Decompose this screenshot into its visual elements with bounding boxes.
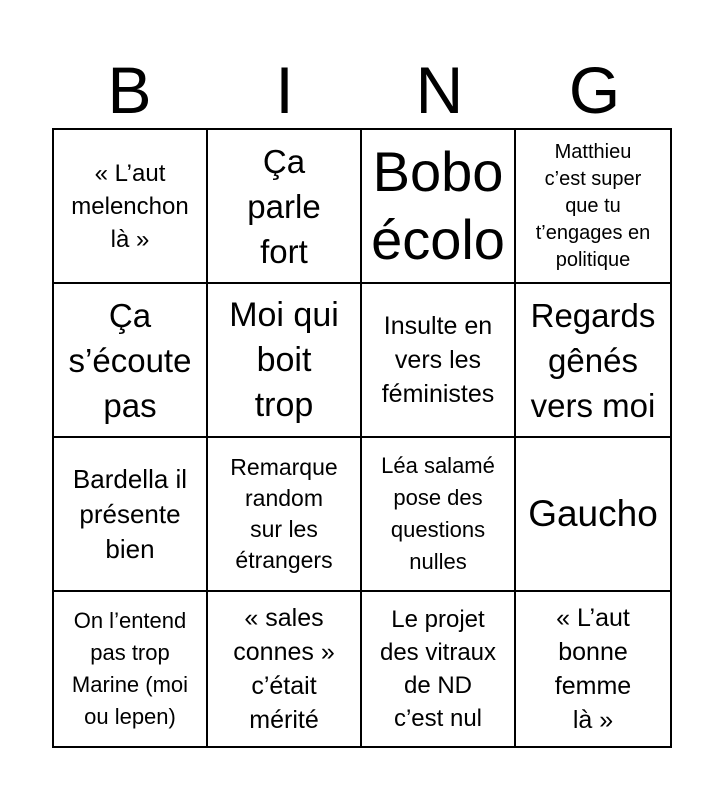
cell-text: Insulte en vers les féministes [381, 312, 495, 408]
cell-text: Moi qui boit trop [229, 295, 339, 424]
bingo-cell[interactable] [54, 592, 208, 746]
cell-text: Bobo écolo [371, 140, 505, 271]
bingo-cell[interactable] [208, 438, 362, 592]
bingo-cell[interactable] [516, 284, 670, 438]
bingo-cell[interactable] [362, 130, 516, 284]
cell-text: Le projet des vitraux de ND c’est nul [379, 606, 497, 732]
cell-text: Ça parle fort [247, 142, 321, 270]
cell-text: Matthieu c’est super que tu t’engages en politique [535, 140, 651, 271]
bingo-cell[interactable] [54, 130, 208, 284]
cell-text: Gaucho [528, 493, 658, 534]
cell-text: « sales connes » c’était mérité [233, 604, 335, 734]
header-letter-g: G [568, 53, 621, 127]
cell-text: « L’aut melenchon là » [71, 159, 189, 253]
bingo-cell[interactable] [54, 284, 208, 438]
cell-text: On l’entend pas trop Marine (moi ou lepen) [71, 608, 189, 729]
bingo-cell[interactable] [362, 592, 516, 746]
bingo-cell[interactable] [516, 592, 670, 746]
header-letter-i: I [275, 53, 294, 127]
bingo-cell[interactable] [208, 284, 362, 438]
bingo-grid [52, 128, 672, 748]
cell-text: Bardella il présente bien [72, 463, 188, 564]
bingo-header [52, 52, 672, 128]
bingo-cell[interactable] [362, 438, 516, 592]
header-letter-b: B [107, 53, 152, 127]
bingo-cell[interactable] [54, 438, 208, 592]
header-letter-n: N [415, 53, 464, 127]
cell-text: Remarque random sur les étrangers [230, 454, 338, 573]
bingo-cell[interactable] [208, 130, 362, 284]
bingo-cell[interactable] [516, 438, 670, 592]
bingo-cell[interactable] [516, 130, 670, 284]
cell-text: Léa salamé pose des questions nulles [381, 453, 495, 574]
cell-text: « L’aut bonne femme là » [554, 604, 632, 734]
bingo-cell[interactable] [208, 592, 362, 746]
cell-text: Ça s’écoute pas [68, 296, 192, 424]
cell-text: Regards gênés vers moi [530, 296, 656, 424]
bingo-cell[interactable] [362, 284, 516, 438]
